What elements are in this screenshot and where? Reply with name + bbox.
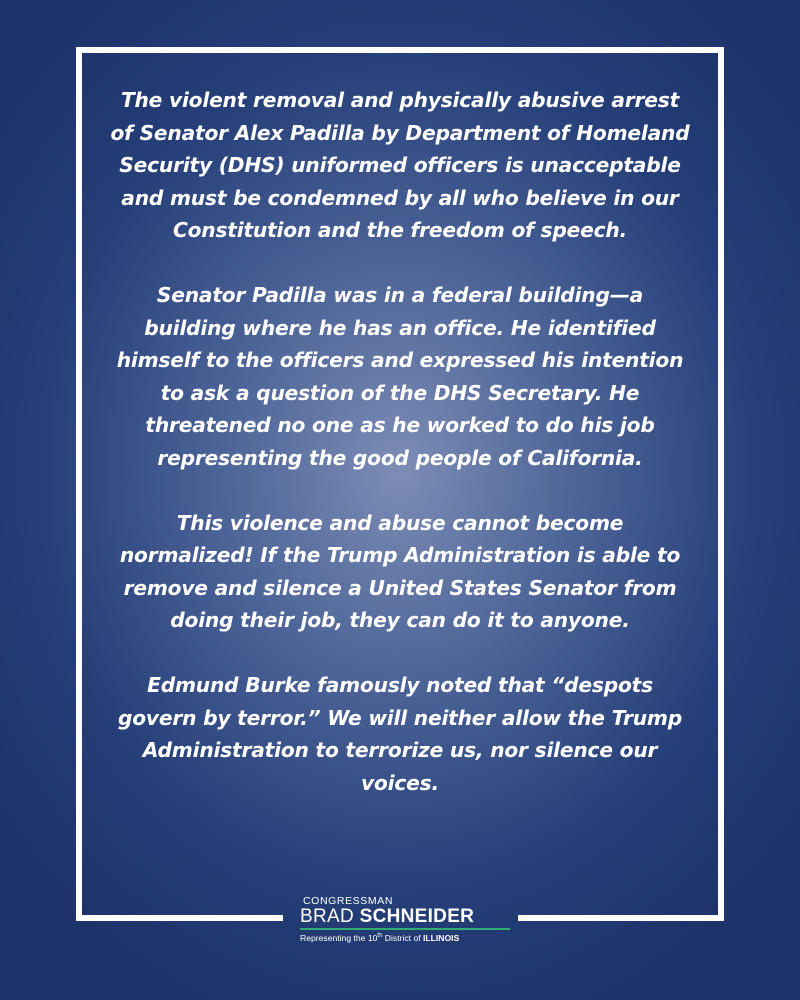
- logo-last-name: SCHNEIDER: [359, 906, 475, 927]
- logo-tagline: [300, 928, 510, 944]
- statement-paragraph-3: This violence and abuse cannot become normalized! If the Trump Administration is able to remove and silence a United States Senator from doing their job, they can do it to anyone.: [119, 510, 681, 632]
- statement-text: [108, 84, 692, 832]
- tagline-state: ILLINOIS: [423, 932, 460, 943]
- tagline-mid: District of: [382, 932, 424, 943]
- logo-first-name: BRAD: [300, 906, 354, 927]
- tagline-ordinal: th: [377, 933, 383, 939]
- logo-title: CONGRESSMAN: [303, 895, 394, 907]
- statement-paragraph-2: Senator Padilla was in a federal building—a building where he has an office. He identified himself to the officers and expressed his intention to ask a question of the DHS Secretary. He threatened no one as he worked to do his job representing the good people of California.: [116, 283, 684, 470]
- statement-paragraph-1: The violent removal and physically abusive arrest of Senator Alex Padilla by Department of Homeland Security (DHS) uniformed officers is unacceptable and must be condemned by all who believe in our Constitution and the freedom of speech.: [110, 88, 690, 242]
- logo-name: [300, 907, 510, 927]
- frame-bottom-left-line: [76, 915, 283, 921]
- frame-bottom-right-line: [518, 915, 724, 921]
- congressman-logo: [300, 896, 510, 946]
- tagline-prefix: Representing the 10: [300, 932, 378, 943]
- statement-paragraph-4: Edmund Burke famously noted that “despots govern by terror.” We will neither allow the Trump Administration to terrorize us, nor silence our voices.: [118, 673, 682, 795]
